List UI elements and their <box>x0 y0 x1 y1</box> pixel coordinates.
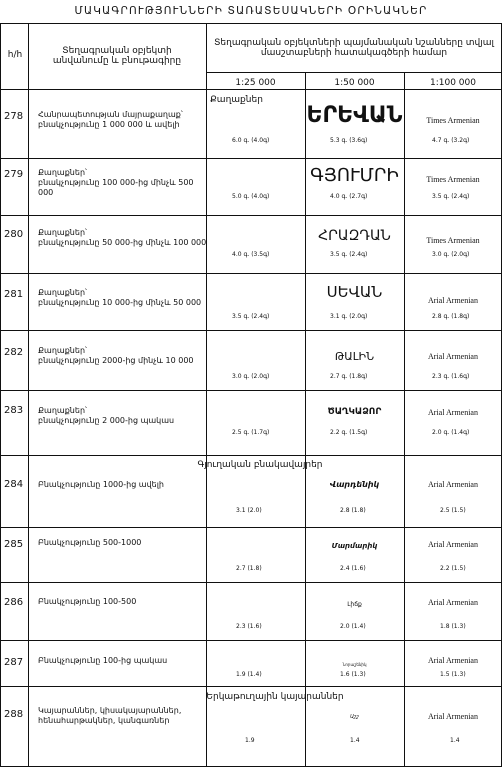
font-name: Times Armenian <box>426 175 480 184</box>
row-description: Քաղաքներ՝ բնակչությունը 100 000-ից մինչև 500 000 <box>38 168 194 197</box>
row-number: 280 <box>4 229 24 240</box>
row-separator <box>0 527 502 528</box>
row-number: 286 <box>4 597 24 608</box>
row-description: Քաղաքներ՝ բնակչությունը 50 000-ից մինչև 100 000 <box>38 228 207 247</box>
sample-label: Լիճք <box>347 601 362 608</box>
section-villages: Գյուղական բնակավայրեր <box>197 460 323 470</box>
font-name: Arial Armenian <box>428 296 478 305</box>
row-description: Քաղաքներ՝ բնակչությունը 10 000-ից մինչև 50 000 <box>38 288 202 307</box>
size-100000: 2.0 գ. (1.4գ) <box>432 429 470 436</box>
row-description: Բնակչությունը 1000-ից ավելի <box>38 480 164 489</box>
size-25000: 5.0 գ. (4.0գ) <box>232 193 270 200</box>
font-name: Arial Armenian <box>428 656 478 665</box>
header-divider <box>206 72 502 73</box>
size-50000: 1.6 (1.3) <box>340 671 366 678</box>
size-25000: 2.3 (1.6) <box>236 623 262 630</box>
sample-label: ՍԵՎԱՆ <box>326 283 383 301</box>
size-25000: 2.5 գ. (1.7գ) <box>232 429 270 436</box>
row-separator <box>0 390 502 391</box>
sample-label: ՀՐԱԶԴԱՆ <box>318 228 391 244</box>
row-number: 282 <box>4 347 24 358</box>
header-bottom <box>0 89 502 90</box>
size-25000: 3.1 (2.0) <box>236 507 262 514</box>
row-number: 278 <box>4 111 24 122</box>
size-100000: 1.4 <box>450 737 460 744</box>
size-25000: 3.0 գ. (2.0գ) <box>232 373 270 380</box>
size-50000: 5.3 գ. (3.6գ) <box>330 137 368 144</box>
row-number: 281 <box>4 289 24 300</box>
row-description: Հանրապետության մայրաքաղաք՝ բնակչությունը 1 000 000 և ավելի <box>38 110 183 129</box>
sample-label: ԳՅՈՒՄՐԻ <box>310 165 399 186</box>
font-name: Arial Armenian <box>428 408 478 417</box>
row-description: Բնակչությունը 100-ից պակաս <box>38 656 168 665</box>
col-divider-1 <box>28 23 29 767</box>
size-100000: 2.5 (1.5) <box>440 507 466 514</box>
row-separator <box>0 582 502 583</box>
row-separator <box>0 158 502 159</box>
size-100000: 2.8 գ. (1.8գ) <box>432 313 470 320</box>
sample-label: ԾԱՂԿԱՁՈՐ <box>327 407 382 417</box>
row-number: 287 <box>4 657 24 668</box>
row-number: 283 <box>4 405 24 416</box>
row-separator <box>0 686 502 687</box>
size-25000: 6.0 գ. (4.0գ) <box>232 137 270 144</box>
page-title: ՄԱԿԱԳՐՈՒԹՅՈՒՆՆԵՐԻ ՏԱՌԱՏԵՍԱԿՆԵՐԻ ՕՐԻՆԱԿՆԵՐ <box>74 5 428 17</box>
size-50000: 2.0 (1.4) <box>340 623 366 630</box>
row-separator <box>0 215 502 216</box>
sample-label: Նորաշենիկ <box>342 662 367 667</box>
sample-label: ԹԱԼԻՆ <box>334 350 375 363</box>
size-25000: 1.9 <box>245 737 255 744</box>
font-name: Arial Armenian <box>428 352 478 361</box>
size-50000: 2.2 գ. (1.5գ) <box>330 429 368 436</box>
font-name: Arial Armenian <box>428 540 478 549</box>
size-100000: 3.0 գ. (2.0գ) <box>432 251 470 258</box>
row-number: 285 <box>4 539 24 550</box>
row-separator <box>0 640 502 641</box>
sample-label: Վարդենիկ <box>329 480 380 489</box>
size-50000: 2.4 (1.6) <box>340 565 366 572</box>
header-symbols: Տեղագրական օբյեկտների պայմանական նշանները տվյալ մասշտաբների հատակագծերի համար <box>214 38 494 58</box>
size-25000: 2.7 (1.8) <box>236 565 262 572</box>
size-25000: 3.5 գ. (2.4գ) <box>232 313 270 320</box>
row-description: Կայարաններ, կիսակայարաններ, հենահարթակներ, կանգառներ <box>38 706 182 725</box>
size-50000: 3.1 գ. (2.0գ) <box>330 313 368 320</box>
row-separator <box>0 330 502 331</box>
size-50000: 3.5 գ. (2.4գ) <box>330 251 368 258</box>
row-description: Բնակչությունը 500-1000 <box>38 538 142 547</box>
table-border-left <box>0 23 1 767</box>
size-100000: 3.5 գ. (2.4գ) <box>432 193 470 200</box>
size-50000: 2.7 գ. (1.8գ) <box>330 373 368 380</box>
section-cities: Քաղաքներ <box>210 95 263 105</box>
sample-label: Աշշ <box>350 714 359 720</box>
size-50000: 4.0 գ. (2.7գ) <box>330 193 368 200</box>
font-name: Times Armenian <box>426 236 480 245</box>
size-100000: 2.2 (1.5) <box>440 565 466 572</box>
header-name: Տեղագրական օբյեկտի անվանումը և բնութագիրը <box>52 46 182 66</box>
row-number: 279 <box>4 169 24 180</box>
size-100000: 1.8 (1.3) <box>440 623 466 630</box>
font-name: Times Armenian <box>426 116 480 125</box>
row-separator <box>0 273 502 274</box>
font-name: Arial Armenian <box>428 712 478 721</box>
header-scale-25000: 1:25 000 <box>235 78 276 88</box>
size-100000: 4.7 գ. (3.2գ) <box>432 137 470 144</box>
font-name: Arial Armenian <box>428 598 478 607</box>
section-stations: Երկաթուղային կայարաններ <box>206 692 344 702</box>
size-50000: 2.8 (1.8) <box>340 507 366 514</box>
size-100000: 1.5 (1.3) <box>440 671 466 678</box>
sample-label: ԵՐԵՎԱՆ <box>306 103 403 128</box>
font-name: Arial Armenian <box>428 480 478 489</box>
size-100000: 2.3 գ. (1.6գ) <box>432 373 470 380</box>
row-number: 288 <box>4 709 24 720</box>
header-scale-50000: 1:50 000 <box>334 78 375 88</box>
size-25000: 4.0 գ. (3.5գ) <box>232 251 270 258</box>
row-description: Քաղաքներ՝ բնակչությունը 2000-ից մինչև 10 000 <box>38 346 194 365</box>
row-separator <box>0 455 502 456</box>
row-description: Քաղաքներ՝ բնակչությունը 2 000-ից պակաս <box>38 406 175 425</box>
header-scale-100000: 1:100 000 <box>430 78 476 88</box>
sample-label: Մարմարիկ <box>331 542 378 550</box>
row-description: Բնակչությունը 100-500 <box>38 597 137 606</box>
size-25000: 1.9 (1.4) <box>236 671 262 678</box>
header-number: h/h <box>7 50 23 60</box>
row-number: 284 <box>4 479 24 490</box>
size-50000: 1.4 <box>350 737 360 744</box>
